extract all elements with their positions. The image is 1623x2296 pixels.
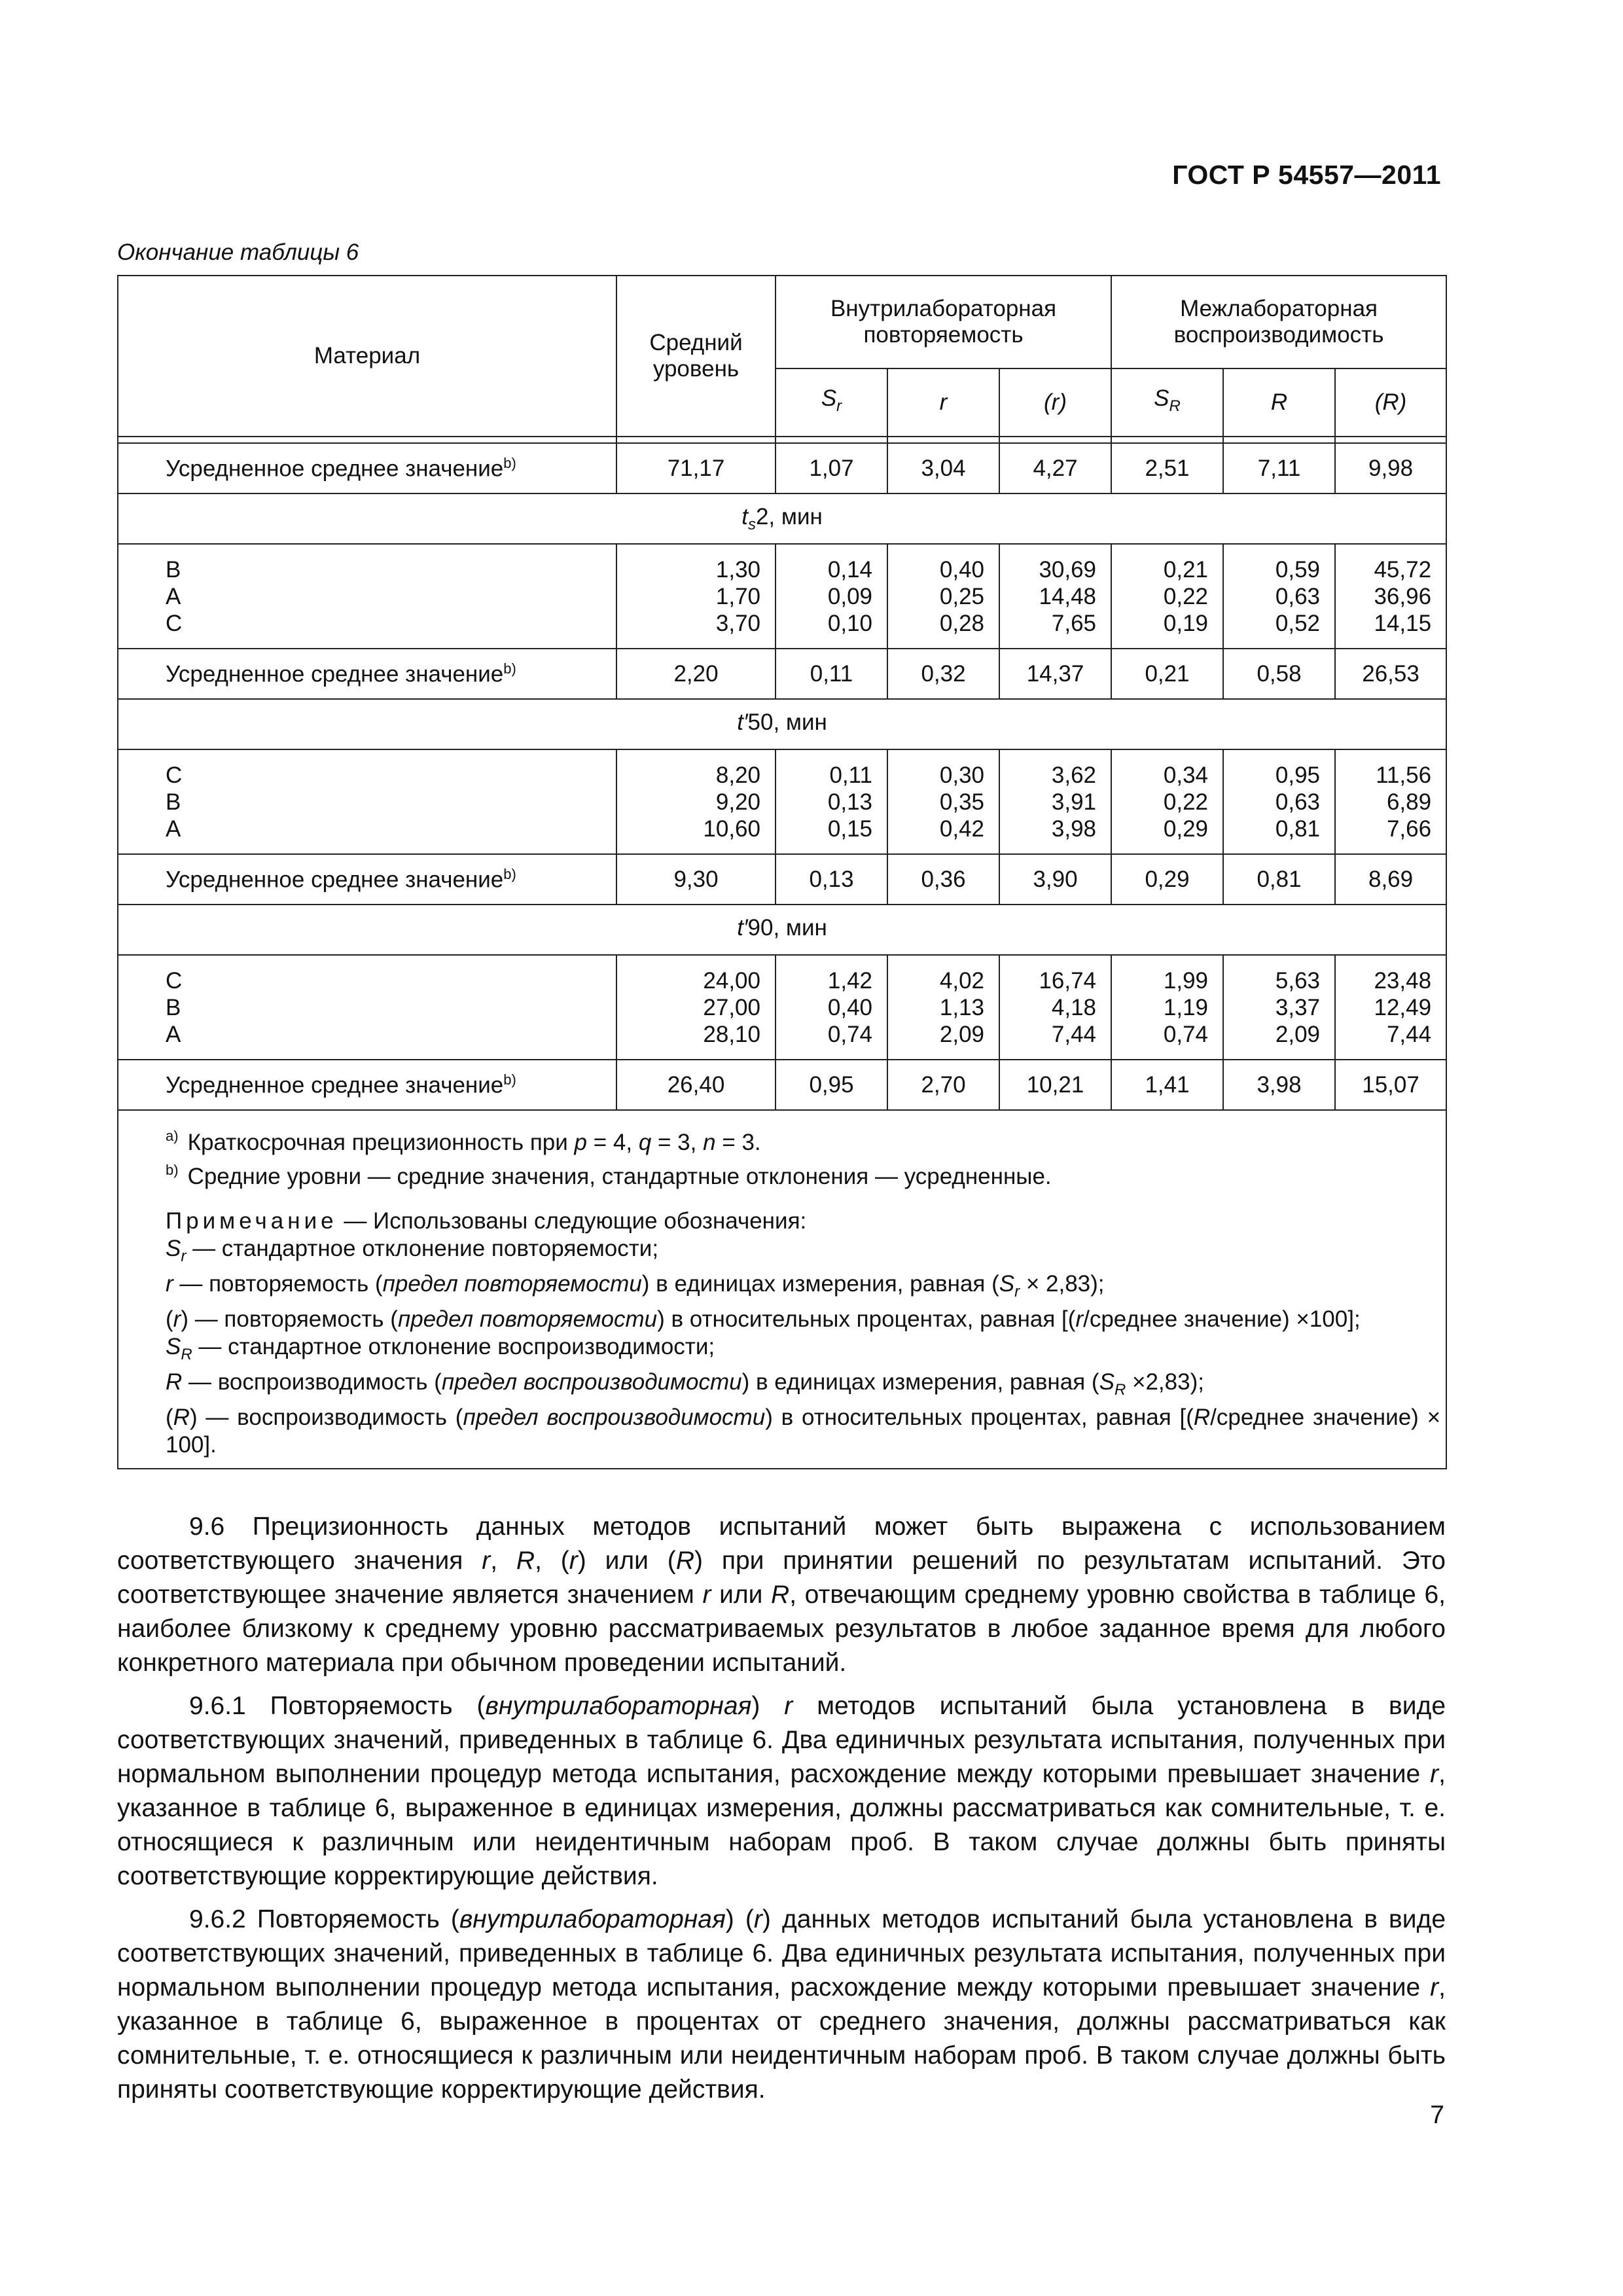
header-r-relative: (r)	[999, 368, 1111, 437]
cell-sr: 1,99 1,19 0,74	[1111, 955, 1223, 1060]
cell-r: 0,95 0,63 0,81	[1223, 749, 1335, 854]
cell-r_rel: 11,56 6,89 7,66	[1335, 749, 1446, 854]
cell: 9,98	[1335, 443, 1446, 493]
cell: 0,11	[776, 649, 887, 699]
cell: 0,29	[1111, 854, 1223, 905]
cell-r_rel: 3,62 3,91 3,98	[999, 749, 1111, 854]
header-material: Материал	[118, 276, 616, 437]
cell: 1,41	[1111, 1060, 1223, 1110]
cell-materials: B A C	[118, 544, 616, 649]
cell-sr: 1,42 0,40 0,74	[776, 955, 887, 1060]
cell: 14,37	[999, 649, 1111, 699]
section-title-row	[118, 905, 1446, 955]
header-reproducibility: Межлабораторная воспроизводимость	[1111, 276, 1446, 368]
section-title: t′50, мин	[118, 699, 1446, 749]
cell: 0,58	[1223, 649, 1335, 699]
cell: 3,98	[1223, 1060, 1335, 1110]
section-title: $t_s2$, мин	[118, 493, 1446, 544]
cell: 10,21	[999, 1060, 1111, 1110]
table-row	[118, 1060, 1446, 1110]
avg-label: Усредненное среднее значение$^{b)}$	[118, 854, 616, 905]
cell: 0,13	[776, 854, 887, 905]
avg-label: Усредненное среднее значение$^{b)}$	[118, 443, 616, 493]
cell-sr: 0,34 0,22 0,29	[1111, 749, 1223, 854]
cell-r: 0,30 0,35 0,42	[887, 749, 999, 854]
table-row-group	[118, 955, 1446, 1060]
cell: 3,90	[999, 854, 1111, 905]
cell: 8,69	[1335, 854, 1446, 905]
page-number: 7	[1430, 2101, 1444, 2129]
table-row	[118, 443, 1446, 493]
standard-code: ГОСТ Р 54557—2011	[1172, 160, 1441, 190]
cell: 1,07	[776, 443, 887, 493]
table-row-group	[118, 544, 1446, 649]
cell-mean: 1,30 1,70 3,70	[616, 544, 776, 649]
cell: 7,11	[1223, 443, 1335, 493]
header-sr: $S_r$	[776, 368, 887, 437]
cell-r_rel: 23,48 12,49 7,44	[1335, 955, 1446, 1060]
cell-r: 5,63 3,37 2,09	[1223, 955, 1335, 1060]
avg-label: Усредненное среднее значение$^{b)}$	[118, 649, 616, 699]
note-label: Примечание	[166, 1208, 338, 1234]
cell: 26,40	[616, 1060, 776, 1110]
section-title-row	[118, 493, 1446, 544]
cell-materials: C B A	[118, 955, 616, 1060]
note-line: (r) — повторяемость (предел повторяемости) в относительных процентах, равная [(r/среднее значение) ×100];	[166, 1306, 1361, 1332]
header-r: r	[887, 368, 999, 437]
cell-sr: 0,14 0,09 0,10	[776, 544, 887, 649]
note-line: r — повторяемость (предел повторяемости) в единицах измерения, равная $(S_r \times 2,83)$;	[166, 1271, 1105, 1300]
cell-mean: 24,00 27,00 28,10	[616, 955, 776, 1060]
cell: 3,04	[887, 443, 999, 493]
cell-sr: 0,21 0,22 0,19	[1111, 544, 1223, 649]
note-line: R — воспроизводимость (предел воспроизводимости) в единицах измерения, равная $(S_R \times 2,83)$;	[166, 1369, 1204, 1399]
cell: 4,27	[999, 443, 1111, 493]
cell-materials: C B A	[118, 749, 616, 854]
header-R: R	[1223, 368, 1335, 437]
paragraph-9-6-2: 9.6.2 Повторяемость (внутрилабораторная) (r) данных методов испытаний была установлена в виде соответствующих значений, приведенных в таблице 6. Два единичных результата испытания, полученных при нормальном выполнении процедур метода испытания, расхождение между которыми превышает значение r, указанное в таблице 6, выраженное в процентах от среднего значения, должны рассматриваться как сомнительные, т. е. относящиеся к различным или неидентичным наборам проб. В таком случае должны быть приняты соответствующие корректирующие действия.	[117, 1905, 1446, 2104]
cell-r: 0,40 0,25 0,28	[887, 544, 999, 649]
cell: 0,32	[887, 649, 999, 699]
cell: 0,81	[1223, 854, 1335, 905]
cell: 15,07	[1335, 1060, 1446, 1110]
note-line: (R) — воспроизводимость (предел воспроизводимости) в относительных процентах, равная [(R/среднее значение) × 100].	[166, 1405, 1441, 1458]
header-mean-level: Средний уровень	[616, 276, 776, 437]
cell-r_rel: 16,74 4,18 7,44	[999, 955, 1111, 1060]
table-row	[118, 854, 1446, 905]
precision-table	[117, 275, 1447, 1469]
note-line: $S_r$ — стандартное отклонение повторяемости;	[166, 1236, 659, 1265]
cell-mean: 8,20 9,20 10,60	[616, 749, 776, 854]
cell-r_rel: 30,69 14,48 7,65	[999, 544, 1111, 649]
header-repeatability: Внутрилабораторная повторяемость	[776, 276, 1111, 368]
note-block: Примечание — Использованы следующие обозначения: $S_r$ — стандартное отклонение повторяемости; r — повторяемость (предел повторяемости) в единицах измерения, равная $(S_r \times 2,83)$; (r) — повторяемость (предел повторяемости) в относительных процентах, равная [(r/среднее значение) ×100]; $S_R$ — стандартное отклонение воспроизводимости; R — воспроизводимость (предел воспроизводимости) в единицах измерения, равная $(S_R \times 2,83)$; (R) — воспроизводимость (предел воспроизводимости) в относительных процентах, равная [(R/среднее значение) × 100].	[118, 1208, 1446, 1468]
footnote-b: $^{b)}$ Средние уровни — средние значения, стандартные отклонения — усредненные.	[166, 1162, 1052, 1189]
cell: 26,53	[1335, 649, 1446, 699]
table-row-group	[118, 749, 1446, 854]
paragraph-9-6-1: 9.6.1 Повторяемость (внутрилабораторная) r методов испытаний была установлена в виде соответствующих значений, приведенных в таблице 6. Два единичных результата испытания, полученных при нормальном выполнении процедур метода испытания, расхождение между которыми превышает значение r, указанное в таблице 6, выраженное в единицах измерения, должны рассматриваться как сомнительные, т. е. относящиеся к различным или неидентичным наборам проб. В таком случае должны быть приняты соответствующие корректирующие действия.	[117, 1692, 1446, 1890]
table-row	[118, 649, 1446, 699]
cell: 0,95	[776, 1060, 887, 1110]
cell: 0,36	[887, 854, 999, 905]
cell-r: 0,59 0,63 0,52	[1223, 544, 1335, 649]
cell: 71,17	[616, 443, 776, 493]
avg-label: Усредненное среднее значение$^{b)}$	[118, 1060, 616, 1110]
cell: 9,30	[616, 854, 776, 905]
table-caption: Окончание таблицы 6	[117, 240, 359, 265]
cell: 2,20	[616, 649, 776, 699]
cell-r: 4,02 1,13 2,09	[887, 955, 999, 1060]
section-title-row	[118, 699, 1446, 749]
body-text	[117, 1510, 1446, 2116]
footnote-a: $^{a)}$ Краткосрочная прецизионность при p = 4, q = 3, n = 3.	[166, 1128, 761, 1155]
cell-r_rel: 45,72 36,96 14,15	[1335, 544, 1446, 649]
paragraph-9-6: 9.6 Прецизионность данных методов испытаний может быть выражена с использованием соответствующего значения r, R, (r) или (R) при принятии решений по результатам испытаний. Это соответствующее значение является значением r или R, отвечающим среднему уровню свойства в таблице 6, наиболее близкому к среднему уровню рассматриваемых результатов в любое заданное время для любого конкретного материала при обычном проведении испытаний.	[117, 1513, 1446, 1677]
cell: 2,51	[1111, 443, 1223, 493]
cell-sr: 0,11 0,13 0,15	[776, 749, 887, 854]
section-title: t′90, мин	[118, 905, 1446, 955]
cell: 2,70	[887, 1060, 999, 1110]
header-R-relative: (R)	[1335, 368, 1446, 437]
note-line: $S_R$ — стандартное отклонение воспроизводимости;	[166, 1334, 715, 1363]
cell: 0,21	[1111, 649, 1223, 699]
header-sR: $S_R$	[1111, 368, 1223, 437]
table-notes	[118, 1110, 1446, 1469]
